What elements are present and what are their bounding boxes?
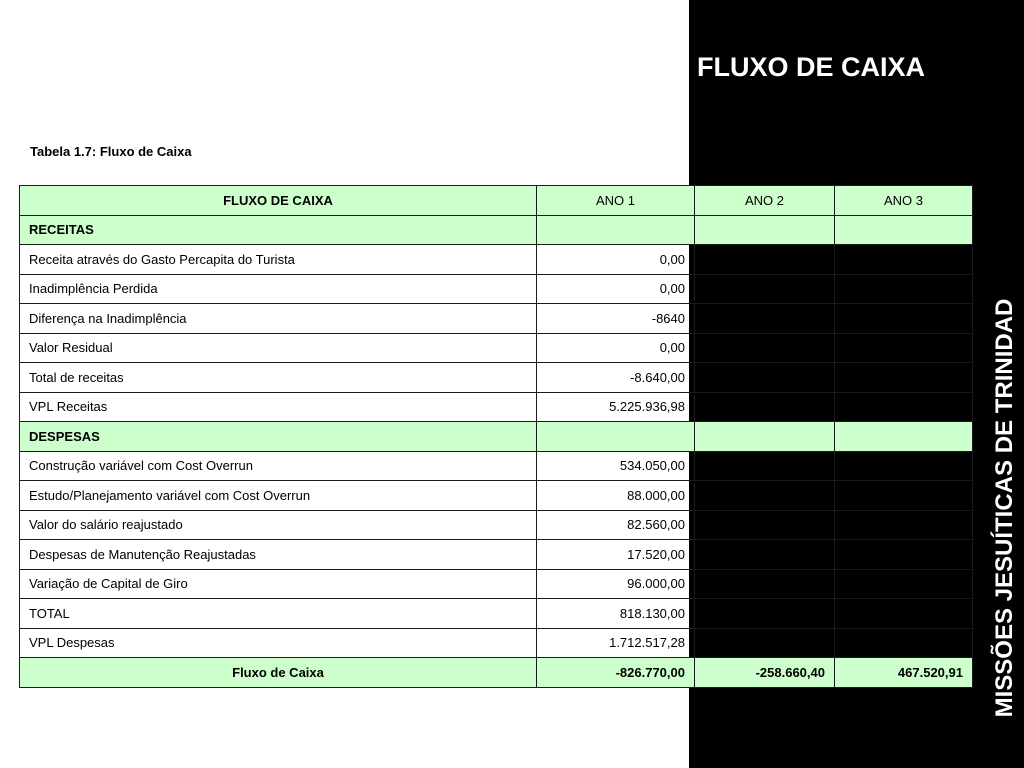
- cell-year-1: [537, 215, 695, 245]
- row-label: Construção variável com Cost Overrun: [20, 451, 537, 481]
- cell-year-2: [695, 392, 835, 422]
- header-cell-year-1: ANO 1: [537, 186, 695, 216]
- cell-year-1: 82.560,00: [537, 510, 695, 540]
- cell-year-1: 88.000,00: [537, 481, 695, 511]
- table-row: [20, 333, 973, 363]
- row-label: Valor do salário reajustado: [20, 510, 537, 540]
- cell-year-3: -3.225,60: [835, 274, 973, 304]
- row-label: DESPESAS: [20, 422, 537, 452]
- cell-year-3: 85.055,38: [835, 510, 973, 540]
- cell-year-1: 17.520,00: [537, 540, 695, 570]
- table-row: [20, 392, 973, 422]
- cell-year-2: 11.520,00: [695, 569, 835, 599]
- header-cell-year-3: ANO 3: [835, 186, 973, 216]
- cell-year-3: 588.048,38: [835, 363, 973, 393]
- row-label: Receita através do Gasto Percapita do Turista: [20, 245, 537, 275]
- cell-year-2: 246.103,60: [695, 599, 835, 629]
- cell-year-3: 0,00: [835, 481, 973, 511]
- cell-year-2: -12.556,80: [695, 363, 835, 393]
- cash-flow-total-row: [20, 658, 973, 688]
- cell-year-1: [537, 422, 695, 452]
- row-label: Variação de Capital de Giro: [20, 569, 537, 599]
- table-header-row: [20, 186, 973, 216]
- table-row: [20, 451, 973, 481]
- header-cell-year-2: ANO 2: [695, 186, 835, 216]
- cell-year-2: 19.885,20: [695, 540, 835, 570]
- cell-year-1: 5.225.936,98: [537, 392, 695, 422]
- cell-year-3: 22.569,70: [835, 540, 973, 570]
- cell-year-2: -258.660,40: [695, 658, 835, 688]
- table-row: [20, 599, 973, 629]
- table-row: [20, 628, 973, 658]
- cell-year-1: -8640: [537, 304, 695, 334]
- table-row: [20, 274, 973, 304]
- cell-year-2: 0,00: [695, 245, 835, 275]
- cell-year-2: -9676,8: [695, 304, 835, 334]
- row-label: Total de receitas: [20, 363, 537, 393]
- row-label: Despesas de Manutenção Reajustadas: [20, 540, 537, 570]
- section-header-row: [20, 422, 973, 452]
- cell-year-3: -10838,016: [835, 304, 973, 334]
- table-caption: Tabela 1.7: Fluxo de Caixa: [30, 144, 192, 159]
- table-row: [20, 304, 973, 334]
- table-row: [20, 363, 973, 393]
- row-label: VPL Receitas: [20, 392, 537, 422]
- cell-year-3: [835, 628, 973, 658]
- cell-year-1: 0,00: [537, 245, 695, 275]
- cash-flow-table: [19, 185, 973, 688]
- row-label: Inadimplência Perdida: [20, 274, 537, 304]
- cell-year-3: 0,00: [835, 333, 973, 363]
- table-row: [20, 245, 973, 275]
- cell-year-3: [835, 215, 973, 245]
- cell-year-1: 534.050,00: [537, 451, 695, 481]
- cell-year-1: 96.000,00: [537, 569, 695, 599]
- slide-title: FLUXO DE CAIXA: [697, 52, 926, 82]
- cell-year-1: -8.640,00: [537, 363, 695, 393]
- cell-year-3: 0,00: [835, 451, 973, 481]
- row-label: Valor Residual: [20, 333, 537, 363]
- cell-year-2: -2.880,00: [695, 274, 835, 304]
- table-row: [20, 510, 973, 540]
- cell-year-2: [695, 628, 835, 658]
- row-label: VPL Despesas: [20, 628, 537, 658]
- cell-year-2: 0,00: [695, 333, 835, 363]
- cell-year-3: 120.527,48: [835, 599, 973, 629]
- row-label: Diferença na Inadimplência: [20, 304, 537, 334]
- row-label: RECEITAS: [20, 215, 537, 245]
- cell-year-1: -826.770,00: [537, 658, 695, 688]
- table-row: [20, 569, 973, 599]
- cell-year-1: 818.130,00: [537, 599, 695, 629]
- cell-year-3: 602.112,00: [835, 245, 973, 275]
- section-header-row: [20, 215, 973, 245]
- row-label: Fluxo de Caixa: [20, 658, 537, 688]
- cell-year-2: 116.600,00: [695, 451, 835, 481]
- cell-year-1: 1.712.517,28: [537, 628, 695, 658]
- header-cell-label: FLUXO DE CAIXA: [20, 186, 537, 216]
- cell-year-3: [835, 392, 973, 422]
- cell-year-2: 83.798,40: [695, 510, 835, 540]
- row-label: Estudo/Planejamento variável com Cost Overrun: [20, 481, 537, 511]
- table-row: [20, 481, 973, 511]
- cell-year-3: [835, 422, 973, 452]
- vertical-side-title: MISSÕES JESUÍTICAS DE TRINIDAD: [991, 298, 1018, 718]
- cell-year-3: 467.520,91: [835, 658, 973, 688]
- table-body: [20, 215, 973, 687]
- row-label: TOTAL: [20, 599, 537, 629]
- cell-year-1: 0,00: [537, 274, 695, 304]
- table-row: [20, 540, 973, 570]
- cell-year-2: [695, 422, 835, 452]
- cell-year-1: 0,00: [537, 333, 695, 363]
- cell-year-3: 12.902,40: [835, 569, 973, 599]
- cell-year-2: 14.300,00: [695, 481, 835, 511]
- cell-year-2: [695, 215, 835, 245]
